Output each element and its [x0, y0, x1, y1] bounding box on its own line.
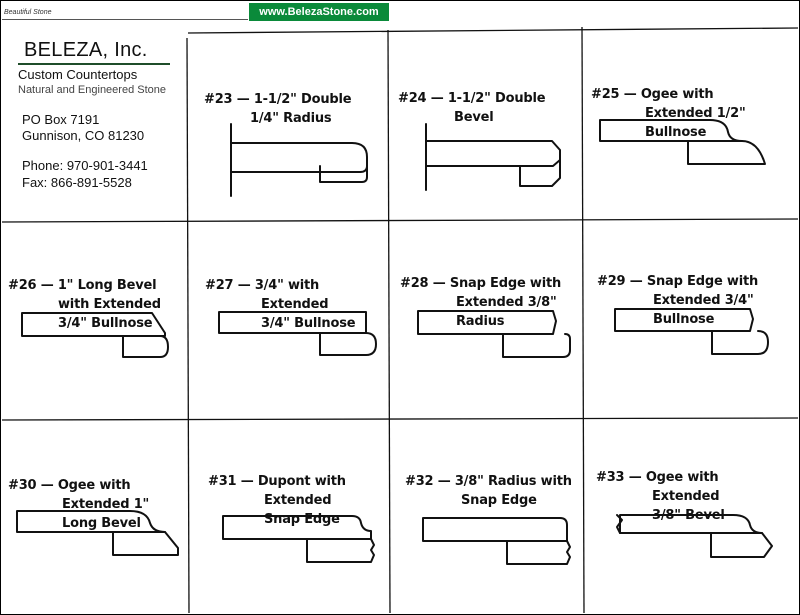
edge-33-label: #33 — Ogee with Extended 3/8" Bevel	[596, 470, 725, 523]
company-materials: Natural and Engineered Stone	[18, 84, 166, 96]
edge-31-label: #31 — Dupont with Extended Snap Edge	[208, 474, 346, 527]
company-subtitle: Custom Countertops	[18, 67, 138, 82]
edge-25-label: #25 — Ogee with Extended 1/2" Bullnose	[591, 87, 746, 140]
edge-33-profile	[617, 515, 772, 557]
edge-32-profile	[423, 518, 570, 564]
edge-31-profile	[223, 516, 374, 562]
edge-30-label: #30 — Ogee with Extended 1" Long Bevel	[8, 478, 150, 531]
edge-28-label: #28 — Snap Edge with Extended 3/8" Radius	[400, 276, 562, 329]
edge-29-profile	[615, 309, 768, 354]
fax-number: Fax: 866-891-5528	[22, 175, 132, 190]
edge-27-profile	[219, 312, 376, 355]
edge-32-label: #32 — 3/8" Radius with Snap Edge	[405, 474, 572, 508]
company-name: BELEZA, Inc.	[24, 39, 148, 61]
website-url-banner[interactable]: www.BelezaStone.com	[249, 3, 389, 21]
edge-27-label: #27 — 3/4" with Extended 3/4" Bullnose	[205, 278, 356, 331]
edge-26-profile	[22, 313, 168, 357]
tagline: Beautiful Stone	[4, 9, 52, 16]
edge-26-label: #26 — 1" Long Bevel with Extended 3/4" Bullnose	[8, 278, 161, 331]
edge-25-profile	[600, 120, 765, 164]
edge-24-label: #24 — 1-1/2" Double Bevel	[398, 91, 546, 125]
edge-30-profile	[17, 511, 178, 555]
phone-number: Phone: 970-901-3441	[22, 158, 148, 173]
edge-23-label: #23 — 1-1/2" Double 1/4" Radius	[204, 92, 352, 126]
edge-29-label: #29 — Snap Edge with Extended 3/4" Bullnose	[597, 274, 759, 327]
address-line-1: PO Box 7191	[22, 112, 100, 127]
address-line-2: Gunnison, CO 81230	[22, 128, 145, 143]
edge-23-profile	[231, 124, 367, 196]
edge-28-profile	[418, 311, 570, 357]
edge-24-profile	[426, 124, 560, 190]
